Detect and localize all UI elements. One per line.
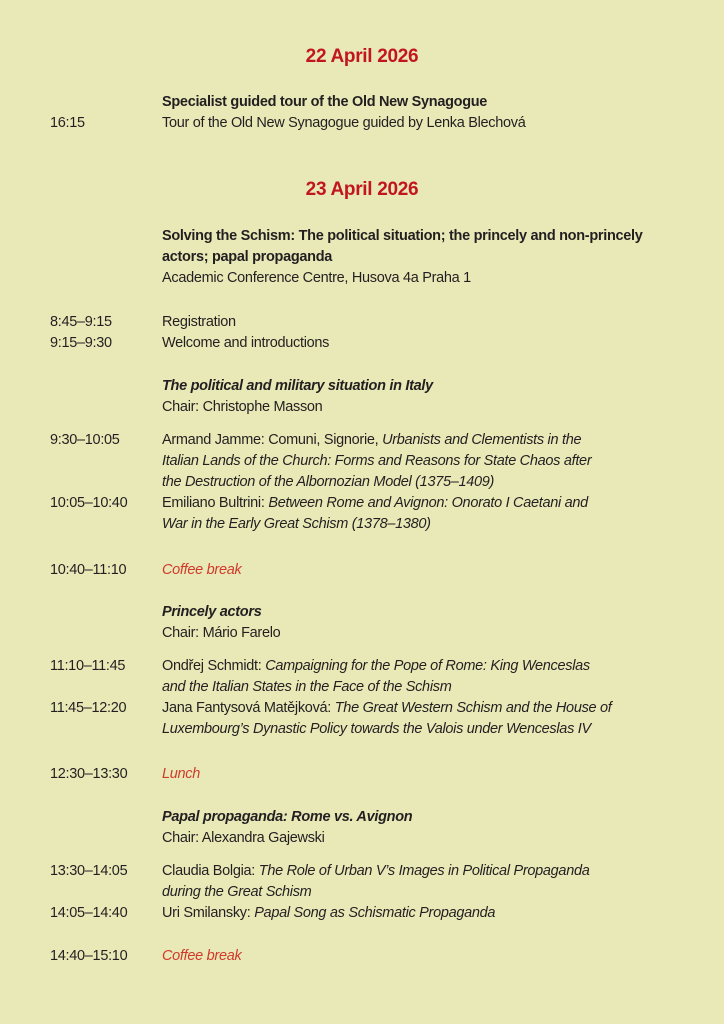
time: 9:15–9:30 (50, 335, 112, 351)
tour-title: Specialist guided tour of the Old New Synagogue (162, 94, 488, 110)
tour-description: Tour of the Old New Synagogue guided by Lenka Blechová (162, 115, 526, 131)
time: 11:45–12:20 (50, 700, 127, 716)
day-title-23-april: 23 April 2026 (305, 179, 419, 200)
break-label: Coffee break (162, 562, 242, 578)
time: 8:45–9:15 (50, 314, 112, 330)
break-label: Coffee break (162, 948, 242, 964)
time: 14:05–14:40 (50, 905, 128, 921)
talk-title: and the Italian States in the Face of the Schism (162, 679, 452, 695)
speaker: Uri Smilansky: (162, 905, 255, 921)
time: 10:05–10:40 (50, 495, 128, 511)
time: 14:40–15:10 (50, 948, 128, 964)
time: 10:40–11:10 (50, 562, 127, 578)
day-title-22-april: 22 April 2026 (305, 46, 419, 67)
talk-title: during the Great Schism (162, 884, 312, 900)
talk-title: War in the Early Great Schism (1378–1380) (162, 516, 431, 532)
time: 13:30–14:05 (50, 863, 128, 879)
talk-title: The Great Western Schism and the House of (334, 700, 612, 716)
talk-title: Papal Song as Schismatic Propaganda (254, 905, 496, 921)
talk-title: the Destruction of the Albornozian Model (1375–1409) (162, 474, 495, 490)
label: Welcome and introductions (162, 335, 330, 351)
talk-title: Urbanists and Clementists in the (382, 432, 582, 448)
time: 16:15 (50, 115, 85, 131)
label: Registration (162, 314, 236, 330)
talk-title: Campaigning for the Pope of Rome: King Wenceslas (265, 658, 590, 674)
speaker: Ondřej Schmidt: (162, 658, 266, 674)
speaker: Jana Fantysová Matějková: (162, 700, 335, 716)
speaker: Claudia Bolgia: (162, 863, 259, 879)
talk-title: Between Rome and Avignon: Onorato I Caetani and (268, 495, 588, 511)
time: 12:30–13:30 (50, 766, 128, 782)
break-label: Lunch (162, 766, 201, 782)
talk-title: The Role of Urban V’s Images in Political Propaganda (258, 863, 590, 879)
panel-title: Princely actors (162, 604, 262, 620)
panel-chair: Chair: Alexandra Gajewski (162, 830, 325, 846)
talk-title: Luxembourg’s Dynastic Policy towards the Valois under Wenceslas IV (162, 721, 591, 737)
time: 9:30–10:05 (50, 432, 120, 448)
speaker: Emiliano Bultrini: (162, 495, 269, 511)
panel-title: Papal propaganda: Rome vs. Avignon (162, 809, 413, 825)
session-venue: Academic Conference Centre, Husova 4a Praha 1 (162, 270, 471, 286)
time: 11:10–11:45 (50, 658, 126, 674)
speaker: Armand Jamme: (162, 432, 269, 448)
panel-chair: Chair: Mário Farelo (162, 625, 281, 641)
panel-title: The political and military situation in Italy (162, 378, 433, 394)
session-title: Solving the Schism: The political situation; the princely and non-princely actors; papal propaganda (162, 228, 643, 265)
talk-title-prefix: Comuni, Signorie, (268, 432, 383, 448)
panel-chair: Chair: Christophe Masson (162, 399, 323, 415)
talk-title: Italian Lands of the Church: Forms and Reasons for State Chaos after (162, 453, 592, 469)
